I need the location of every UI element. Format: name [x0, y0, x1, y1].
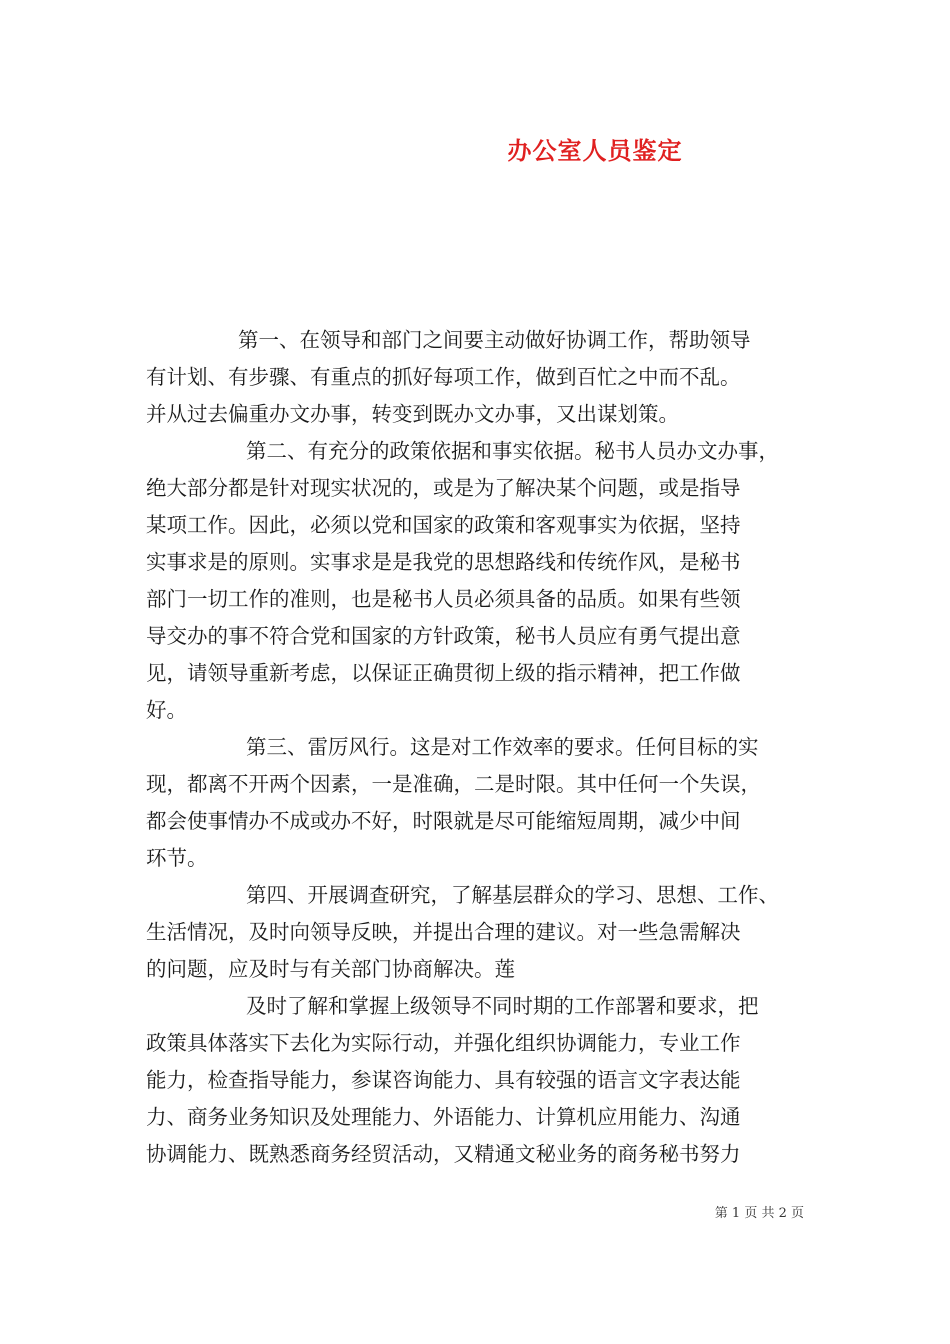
paragraph-line: 第三、雷厉风行。这是对工作效率的要求。任何目标的实 — [246, 735, 759, 759]
paragraph-line: 能力，检查指导能力，参谋咨询能力、具有较强的语言文字表达能 — [146, 1068, 741, 1092]
paragraph-line: 并从过去偏重办文办事，转变到既办文办事，又出谋划策。 — [146, 402, 679, 426]
paragraph-line: 及时了解和掌握上级领导不同时期的工作部署和要求，把 — [246, 994, 759, 1018]
paragraph-line: 第一、在领导和部门之间要主动做好协调工作，帮助领导 — [238, 328, 751, 352]
paragraph-line: 现，都离不开两个因素，一是准确，二是时限。其中任何一个失误， — [146, 772, 761, 796]
document-title: 办公室人员鉴定 — [507, 136, 683, 165]
paragraph-line: 导交办的事不符合党和国家的方针政策，秘书人员应有勇气提出意 — [146, 624, 741, 648]
paragraph-line: 第四、开展调查研究，了解基层群众的学习、思想、工作、 — [246, 883, 779, 907]
paragraph-line: 有计划、有步骤、有重点的抓好每项工作，做到百忙之中而不乱。 — [146, 365, 741, 389]
paragraph-3 — [146, 729, 810, 877]
paragraph-line: 绝大部分都是针对现实状况的，或是为了解决某个问题，或是指导 — [146, 476, 741, 500]
paragraph-line: 见，请领导重新考虑，以保证正确贯彻上级的指示精神，把工作做 — [146, 661, 741, 685]
paragraph-line: 协调能力、既熟悉商务经贸活动，又精通文秘业务的商务秘书努力 — [146, 1142, 741, 1166]
paragraph-line: 都会使事情办不成或办不好，时限就是尽可能缩短周期，减少中间 — [146, 809, 741, 833]
paragraph-line: 的问题，应及时与有关部门协商解决。莲 — [146, 957, 515, 981]
paragraph-line: 部门一切工作的准则，也是秘书人员必须具备的品质。如果有些领 — [146, 587, 741, 611]
page-number: 第 1 页 共 2 页 — [714, 1206, 804, 1221]
paragraph-line: 某项工作。因此，必须以党和国家的政策和客观事实为依据，坚持 — [146, 513, 741, 537]
document-body — [146, 322, 810, 1173]
paragraph-1 — [146, 322, 810, 433]
paragraph-line: 生活情况，及时向领导反映，并提出合理的建议。对一些急需解决 — [146, 920, 741, 944]
paragraph-line: 政策具体落实下去化为实际行动，并强化组织协调能力，专业工作 — [146, 1031, 741, 1055]
paragraph-line: 力、商务业务知识及处理能力、外语能力、计算机应用能力、沟通 — [146, 1105, 741, 1129]
paragraph-line: 实事求是的原则。实事求是是我党的思想路线和传统作风，是秘书 — [146, 550, 741, 574]
paragraph-line: 环节。 — [146, 846, 208, 870]
paragraph-line: 第二、有充分的政策依据和事实依据。秘书人员办文办事， — [246, 439, 779, 463]
paragraph-2 — [146, 433, 810, 729]
paragraph-4 — [146, 877, 810, 988]
paragraph-5 — [146, 988, 810, 1173]
paragraph-line: 好。 — [146, 698, 187, 722]
